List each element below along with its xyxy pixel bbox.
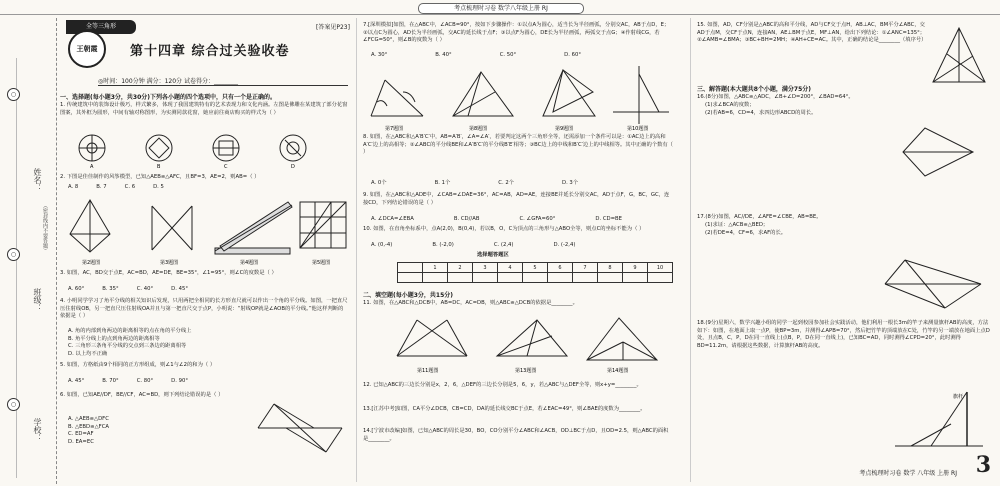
question-14-text: 14.[宁波市改编]如图，已知△ABC的周长是30，BO，CO分别平分∠ABC和∠ACB，OD⊥BC于点D，且OD=2.5，则△ABC的面积是________。 <box>363 428 669 442</box>
question-3-text: 3. 如图，AC，BD交于点E，AC=BD，AE=DE，BE=35°，∠1=95°，则∠C的度数是（ ） <box>60 270 277 276</box>
option-c-pattern <box>213 135 239 161</box>
figures-row-1 <box>60 194 350 272</box>
header-tab: 考点梳理时习卷 数学八年级上册 RJ <box>418 3 584 14</box>
q6-option-b: B. △EBD≌△FCA <box>68 423 110 430</box>
q7-option-a: A. 30° <box>371 52 388 58</box>
answer-cell[interactable] <box>423 273 448 283</box>
fig13-caption: 第13题图 <box>515 368 537 374</box>
kite-quadrilateral-diagram <box>899 124 979 180</box>
question-1-text: 1. 传统建筑中的装饰设计极巧，样式繁多，体现了我国建筑特有的艺术表现力和文化内涵。左图是佛雕在某建筑了部分花窗图案，其外框为圆形，中间有轴对称图形，为实测同款花窗，她应前往商店购买的样式为（ ） <box>60 102 348 116</box>
q18-figure <box>891 384 987 458</box>
grid-figure <box>300 202 346 248</box>
question-8 <box>363 134 673 157</box>
question-7-text: 7.[深圳模拟]如图，在△ABC中，∠ACB=90°，按如下步骤操作：①以点A为圆心，适当长为半径画弧，分别交AC，AB于点D，E；②以点C为圆心，AD长为半径画弧，交AC的延长线于点F；③以点F为圆心，DE长为半径画弧，两弧交于点G；④作射线CG，若∠FCG=50°，则∠B的度数为（ ） <box>363 22 670 43</box>
answer-reference: [答案见P23] <box>316 24 350 31</box>
fig4-caption: 第4题图 <box>240 260 259 266</box>
question-9-text: 9. 如图，在△ABC和△ADE中，∠CAB=∠DAE=36°，AC=AB，AD=AE，连接BE并延长分别交AC，AD于点F，G，BC，GC，连接CD，下列结论错误的是（ ） <box>363 192 670 206</box>
question-17 <box>697 214 993 222</box>
option-a-pattern <box>79 135 105 161</box>
fig10-caption: 第10题图 <box>627 126 649 132</box>
coordinate-figure <box>613 66 669 124</box>
question-4 <box>60 298 348 321</box>
section-2-heading: 二、填空题(每小题3分，共15分) <box>363 292 454 299</box>
question-10-text: 10. 如图，在直角坐标系中，点A(2,0)，B(0,4)，若以B，O，C为顶点的三角形与△ABO全等，则点C的坐标不能为（ ） <box>363 226 645 232</box>
answer-grid <box>397 262 673 283</box>
question-6-options <box>68 416 218 446</box>
q4-option-b: B. 角平分线上的点到角两边的距离相等 <box>68 335 160 342</box>
answer-grid-col: 6 <box>548 263 573 273</box>
q2-option-d: D. 5 <box>153 184 164 190</box>
answer-grid-col: 4 <box>498 263 523 273</box>
q5-option-a: A. 45° <box>68 378 85 384</box>
answer-cell[interactable] <box>623 273 648 283</box>
question-4-text: 4. 小明同学学习了角平分线的相关知识后发现，只用两把全相同的长方形直尺就可以作出一个角的平分线。如图，一把直尺压住射线OB，另一把直尺压住射线OA并且与第一把直尺交于点P，小明说：“射线OP就是∠AOB的平分线。”他这样判断的依据是（ ） <box>60 298 348 319</box>
incenter-figure <box>587 318 657 360</box>
question-15 <box>697 22 929 45</box>
question-12 <box>363 382 673 390</box>
flagpole-label: 旗杆 <box>953 394 964 400</box>
question-11-text: 11. 如图，在△ABC和△DCB中，AB=DC，AC=DB，则△ABC≌△DCB的依据是________。 <box>363 300 578 306</box>
unit-tag: 全等三角形 <box>66 20 136 34</box>
q1-options <box>74 134 334 174</box>
school-label: 学校： <box>33 418 42 442</box>
name-label: 姓名： <box>33 168 42 192</box>
q6-option-d: D. EA=EC <box>68 438 94 445</box>
q10-option-a: A. (0,-4) <box>371 242 393 248</box>
fig11-caption: 第11题图 <box>417 368 439 374</box>
publisher-logo: 王朝霞 <box>68 30 106 68</box>
arc-construction-figure <box>371 80 423 116</box>
q4-option-a: A. 角的内部到角两边的距离相等的点在角的平分线上 <box>68 328 192 334</box>
answer-grid-col: 7 <box>573 263 598 273</box>
answer-cell[interactable] <box>523 273 548 283</box>
question-17-sub2: (2)若DE=4，CF=6，求AF的长。 <box>705 230 787 236</box>
answer-grid-col: 2 <box>448 263 473 273</box>
answer-cell[interactable] <box>598 273 623 283</box>
q5-option-d: D. 90° <box>171 378 188 384</box>
q6-option-a: A. △AEB≌△DFC <box>68 416 109 422</box>
seal-note: （密封线内不要答题） <box>42 203 48 253</box>
fig8-caption: 第8题图 <box>469 126 488 132</box>
q10-option-b: B. (-2,0) <box>432 242 454 248</box>
question-18 <box>697 320 993 350</box>
column-3 <box>690 18 997 482</box>
q9-option-b: B. CD//AB <box>453 216 480 222</box>
page-number: 3 <box>975 452 991 478</box>
q3-option-c: C. 40° <box>136 286 154 292</box>
figures-row-2 <box>363 62 675 136</box>
q9-option-c: C. ∠GFA=60° <box>519 216 556 222</box>
binding-hole-icon: ○ <box>7 248 20 261</box>
section-3-heading: 三、解答题(本大题共8个小题，满分75分) <box>697 86 812 93</box>
q15-figure <box>929 24 989 94</box>
question-5-options <box>68 378 348 386</box>
chapter-banner <box>66 20 326 70</box>
q6-figure <box>254 398 346 462</box>
q8-option-b: B. 1个 <box>434 180 451 186</box>
figures-11-14 <box>387 312 667 376</box>
bisector-figure <box>497 320 567 356</box>
ruler-figure <box>215 202 292 254</box>
section-1-heading: 一、选择题(每小题3分，共30分)下列各小题的四个选项中，只有一个是正确的。 <box>60 94 277 101</box>
exam-meta: ◎时间：100分钟 满分：120分 试卷得分：________ <box>98 76 348 86</box>
fig3-caption: 第3题图 <box>160 260 179 266</box>
answer-grid-title: 选择题答题区 <box>477 252 509 258</box>
question-2 <box>60 174 348 182</box>
q3-option-d: D. 45° <box>171 286 188 292</box>
fig7-caption: 第7题图 <box>385 126 404 132</box>
question-3-options <box>68 286 348 294</box>
seal-line <box>16 58 27 478</box>
answer-cell[interactable] <box>573 273 598 283</box>
q2-option-b: B. 7 <box>96 184 107 190</box>
question-2-options <box>68 184 348 192</box>
question-1 <box>60 102 348 117</box>
answer-cell[interactable] <box>448 273 473 283</box>
q10-option-c: C. (2,4) <box>493 242 514 248</box>
question-4-options <box>68 328 348 358</box>
question-3 <box>60 270 348 278</box>
parallel-lines-diagram <box>881 254 987 314</box>
question-2-text: 2. 下图是佳佳制作的风筝模型，已知△AEB≌△AFC，且BF=3，AE=2，则AB=（ ） <box>60 174 260 180</box>
figures-row-3 <box>387 312 667 380</box>
question-12-text: 12. 已知△ABC的三边长分别是x，2，6，△DEF的三边长分别是5，6，y，若△ABC与△DEF全等，则x+y=________。 <box>363 382 642 388</box>
q4-option-d: D. 以上均不正确 <box>68 350 108 357</box>
q3-option-b: B. 35° <box>102 286 119 292</box>
q7-option-b: B. 40° <box>435 52 452 58</box>
page-footer: 考点梳理时习卷 数学 八年级 上册 RJ <box>859 470 957 477</box>
option-c-label: C <box>224 164 228 170</box>
question-10 <box>363 226 673 234</box>
option-d-pattern <box>280 135 306 161</box>
figures-2-5 <box>60 194 350 268</box>
q2-option-c: C. 6 <box>124 184 136 190</box>
answer-cell[interactable] <box>548 273 573 283</box>
rotated-triangles-figure <box>543 70 595 116</box>
class-label: 班级： <box>33 288 42 312</box>
column-2 <box>356 18 677 482</box>
answer-grid-col: 10 <box>648 263 673 273</box>
two-triangles-figure <box>453 72 513 116</box>
crossing-triangles-figure <box>152 206 192 250</box>
window-patterns <box>74 134 334 170</box>
question-7 <box>363 22 673 45</box>
kite-figure <box>70 200 110 252</box>
q3-option-a: A. 60° <box>68 286 85 292</box>
q8-option-d: D. 3个 <box>561 180 579 186</box>
q9-option-d: D. CD=BE <box>595 216 623 222</box>
q7-option-c: C. 50° <box>499 52 517 58</box>
question-18-text: 18.(9分)星期六，数学兴趣小组的同学一起到校园参加社会实践活动，他们利用一根长3m的竿子来测量旗杆AB的高度，方法如下：如图，在地面上取一点P，使BP=3m，并测得∠APB=70°，然后把竹竿的顶端放在C处，竹竿的另一端放在地面上点D处，且点B，C，P，D在同一直线上(点B，P，D在同一直线上)，已知BC=AD，同时测得∠CPD=20°，此时测得BD=11.2m，请根据这些数据，计算旗杆AB的高度。 <box>697 320 990 349</box>
chapter-title: 第十四章 综合过关验收卷 <box>130 44 290 59</box>
question-5-text: 5. 如图，方格纸由9个相同的正方形组成，则∠1与∠2的和为（ ） <box>60 362 216 368</box>
answer-grid-header <box>398 263 423 273</box>
answer-cell[interactable] <box>473 273 498 283</box>
question-17-sub1: (1)求证：△ACB≌△BED； <box>705 222 769 228</box>
fig9-caption: 第9题图 <box>555 126 574 132</box>
column-1 <box>58 18 350 482</box>
question-8-text: 8. 如图，在△ABC和△A′B′C′中，AB=A′B′，∠A=∠A′，若要判定这两个三角形全等，还需添加一个条件可以是：①AC边上的高和A′C′边上的高相等；②∠ABC的平分线BE和∠A′B′C′的平分线B′E′相等；③BC边上的中线和B′C′边上的中线相等。其中正确的个数有（ ） <box>363 134 673 155</box>
fig5-caption: 第5题图 <box>312 260 331 266</box>
q8-option-c: C. 2个 <box>498 180 514 186</box>
question-17-text: 17.(8分)如图，AC//DE，∠AFE=∠CBE，AB=BE。 <box>697 214 822 220</box>
q4-option-c: C. 三角形三条角平分线的交点到三条边的距离相等 <box>68 343 187 349</box>
fig14-caption: 第14题图 <box>607 368 629 374</box>
answer-grid-col: 5 <box>523 263 548 273</box>
option-b-label: B <box>157 164 161 170</box>
answer-cell[interactable] <box>498 273 523 283</box>
q9-option-a: A. ∠DCA=∠EBA <box>371 216 414 222</box>
q2-option-a: A. 8 <box>68 184 79 190</box>
question-16 <box>697 94 993 102</box>
question-13-text: 13.[江苏中考]如图，CA平分∠DCB，CB=CD，DA的延长线交BC于点E，若∠EAC=49°，则∠BAE的度数为________。 <box>363 406 646 412</box>
question-6-text: 6. 如图，已知AE//DF，BE//CF，AC=BD，则下列结论错误的是（ ） <box>60 392 224 398</box>
q17-figure <box>881 254 987 318</box>
question-14 <box>363 428 673 443</box>
answer-cell[interactable] <box>648 273 673 283</box>
answer-grid-col: 3 <box>473 263 498 273</box>
question-9-options <box>371 216 671 224</box>
q7-option-d: D. 60° <box>564 52 581 58</box>
q5-option-b: B. 70° <box>102 378 119 384</box>
answer-grid-col: 9 <box>623 263 648 273</box>
altitude-bisector-diagram <box>929 24 989 90</box>
q8-option-a: A. 0个 <box>371 180 387 186</box>
fig2-caption: 第2题图 <box>82 260 101 266</box>
binding-hole-icon: ○ <box>7 398 20 411</box>
figures-7-10 <box>363 62 675 132</box>
question-9 <box>363 192 673 207</box>
option-a-label: A <box>90 164 94 170</box>
question-10-options <box>371 242 671 250</box>
question-5 <box>60 362 348 370</box>
option-b-pattern <box>146 135 172 161</box>
q10-option-d: D. (-2,4) <box>553 242 576 248</box>
answer-grid-col: 1 <box>423 263 448 273</box>
shared-base-figure <box>397 320 467 356</box>
question-8-options <box>371 180 671 188</box>
question-13 <box>363 406 673 414</box>
q6-option-c: C. ED=AF <box>68 431 94 437</box>
answer-grid-col: 8 <box>598 263 623 273</box>
question-16-sub1: (1)求∠BCA的度数； <box>705 102 755 108</box>
option-d-label: D <box>291 164 295 170</box>
binding-hole-icon: ○ <box>7 88 20 101</box>
parallelogram-diagram <box>254 398 346 458</box>
question-11 <box>363 300 673 308</box>
question-16-text: 16.(8分)如图，△ABC≌△ADC，∠B+∠D=200°，∠BAD=64°。 <box>697 94 854 100</box>
q16-figure <box>899 124 979 184</box>
question-15-text: 15. 如图，AD，CF分别是△ABC的高和平分线，AD与CF交于点H，AB⊥AC，BM平分∠ABC，交AD于点M，交CF于点N，连接AN，AE⊥BM于点E，MF⊥AN，给出下列结论：①∠ANC=135°；②∠AMB=∠BMA；③BC+BH=2MH；④AH+CE=AC。其中，正确的结论是________（填序号） <box>697 22 927 43</box>
question-6 <box>60 392 260 400</box>
question-7-options <box>371 52 671 60</box>
answer-cell[interactable] <box>398 273 423 283</box>
q5-option-c: C. 80° <box>136 378 154 384</box>
flagpole-diagram <box>891 384 987 454</box>
binding-margin <box>2 18 57 484</box>
question-16-sub2: (2)若AB=6，CD=4，求四边形ABCD的周长。 <box>705 110 817 116</box>
